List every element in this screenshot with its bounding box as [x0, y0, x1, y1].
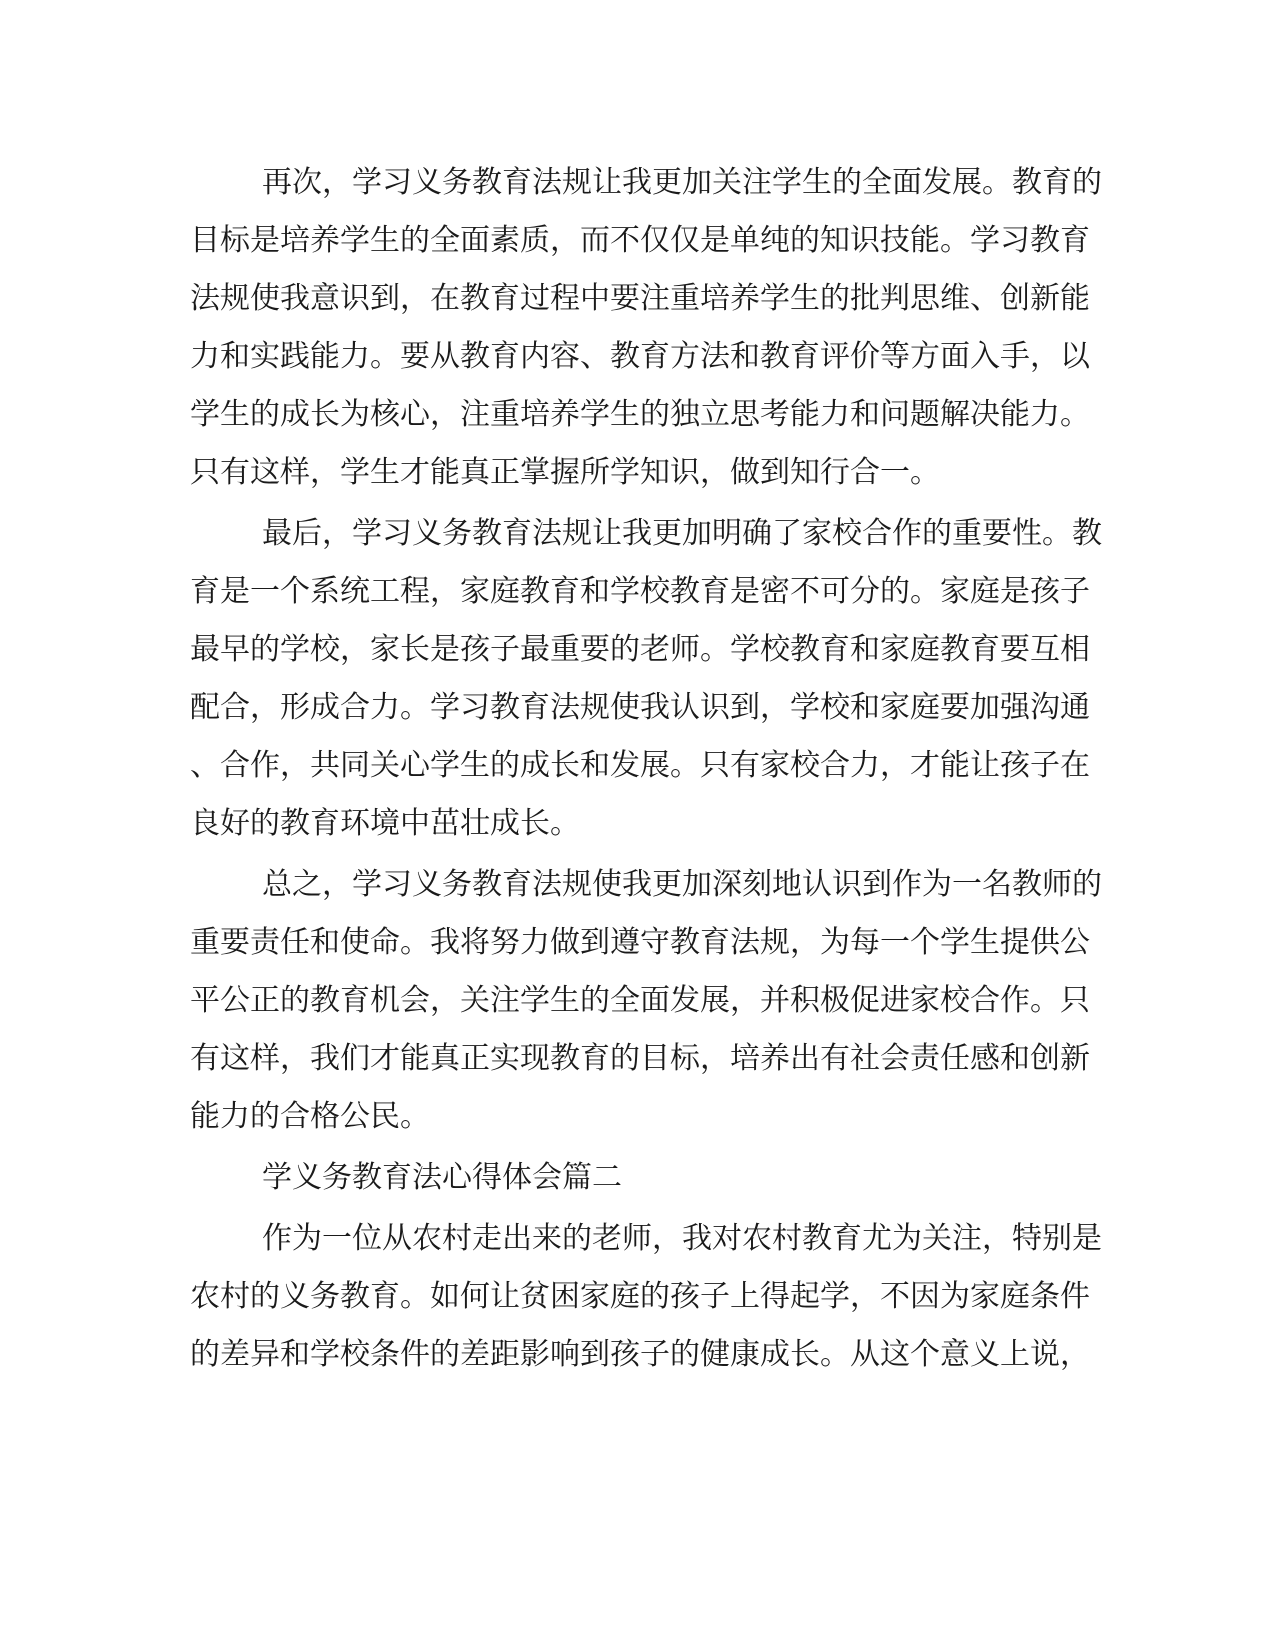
paragraph-5-line-4: 有这样，我们才能真正实现教育的目标，培养出有社会责任感和创新 — [190, 1041, 1090, 1076]
paragraph-3-line-2: 目标是培养学生的全面素质，而不仅仅是单纯的知识技能。学习教育 — [190, 223, 1090, 258]
paragraph-3-line-4: 力和实践能力。要从教育内容、教育方法和教育评价等方面入手，以 — [190, 339, 1090, 374]
paragraph-3-line-6: 只有这样，学生才能真正掌握所学知识，做到知行合一。 — [190, 455, 940, 490]
paragraph-6-line-3: 的差异和学校条件的差距影响到孩子的健康成长。从这个意义上说， — [190, 1337, 1090, 1372]
section-heading: 学义务教育法心得体会篇二 — [262, 1160, 622, 1195]
paragraph-6-line-2: 农村的义务教育。如何让贫困家庭的孩子上得起学，不因为家庭条件 — [190, 1279, 1090, 1314]
paragraph-4-line-3: 最早的学校，家长是孩子最重要的老师。学校教育和家庭教育要互相 — [190, 632, 1090, 667]
paragraph-5-line-1: 总之，学习义务教育法规使我更加深刻地认识到作为一名教师的 — [262, 867, 1102, 902]
paragraph-6-line-1: 作为一位从农村走出来的老师，我对农村教育尤为关注，特别是 — [262, 1221, 1102, 1256]
paragraph-3-line-5: 学生的成长为核心，注重培养学生的独立思考能力和问题解决能力。 — [190, 397, 1090, 432]
paragraph-3-line-1: 再次，学习义务教育法规让我更加关注学生的全面发展。教育的 — [262, 165, 1102, 200]
paragraph-4-line-6: 良好的教育环境中茁壮成长。 — [190, 806, 580, 841]
paragraph-4-line-2: 育是一个系统工程，家庭教育和学校教育是密不可分的。家庭是孩子 — [190, 574, 1090, 609]
paragraph-4-line-1: 最后，学习义务教育法规让我更加明确了家校合作的重要性。教 — [262, 516, 1102, 551]
paragraph-5-line-5: 能力的合格公民。 — [190, 1099, 430, 1134]
paragraph-4-line-4: 配合，形成合力。学习教育法规使我认识到，学校和家庭要加强沟通 — [190, 690, 1090, 725]
paragraph-3-line-3: 法规使我意识到，在教育过程中要注重培养学生的批判思维、创新能 — [190, 281, 1090, 316]
paragraph-4-line-5: 、合作，共同关心学生的成长和发展。只有家校合力，才能让孩子在 — [190, 748, 1090, 783]
paragraph-5-line-2: 重要责任和使命。我将努力做到遵守教育法规，为每一个学生提供公 — [190, 925, 1090, 960]
paragraph-5-line-3: 平公正的教育机会，关注学生的全面发展，并积极促进家校合作。只 — [190, 983, 1090, 1018]
